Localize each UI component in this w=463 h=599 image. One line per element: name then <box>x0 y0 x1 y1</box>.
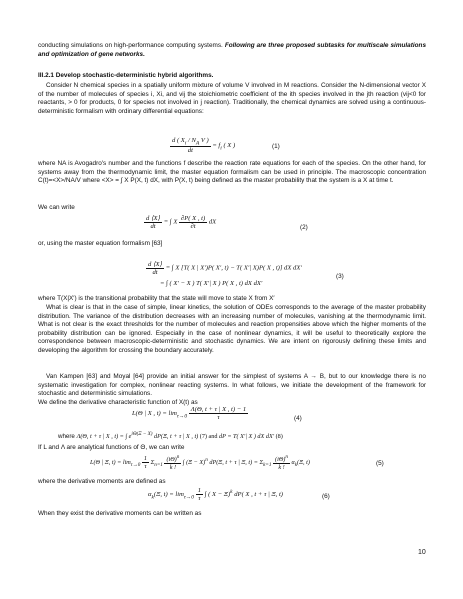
paragraph-5: where T(X|X′) is the transitional probability that the state will move to state X from X′ <box>38 295 275 302</box>
paragraph-12: When they exist the derivative moments can be written as <box>38 510 202 517</box>
section-heading: III.2.1 Develop stochastic-deterministic hybrid algorithms. <box>38 72 214 79</box>
equation-3-line-1: $\frac{d ⟨X⟩}{dt}$ = ∫ X [T( X | X′)P( X′, t) − T( X′| X)P( X , t)] dX dX′ <box>148 261 302 276</box>
paragraph-7: Van Kampen [63] and Moyal [64] provide an initial answer for the simplest of systems A → B, but to our knowledge there is no systematic investigation for complex, nonlinear reacting systems. In what follows, we initiate the development of the framework for stochastic and deterministic simulations. <box>38 373 426 398</box>
page-number: 10 <box>418 549 426 556</box>
equation-4: L(Θ | X , $t) = \lim_{\tau\to 0}$ $\frac{\Lambda(\Theta, t + \tau | X , t) - 1}{\tau}$ <box>132 406 247 421</box>
equation-2: $\frac{d ⟨X⟩}{dt}$ = ∫ X $\frac{\partial P( X , t)}{\partial t}$ dX <box>146 214 217 230</box>
equation-6: $\alpha_k(\Xi$, $t) = \lim_{\tau\to 0}$ $\frac{1}{\tau}$ ∫ ( X − Ξ)$^k$ dP( X , t + τ | Ξ, t) <box>148 487 283 502</box>
paragraph-1: Consider N chemical species in a spatially uniform mixture of volume V involved in M reactions. Consider the N-dimensional vector X of the number of molecules of species i, Xi, and vij the stoichiometric coefficient of the ith species involved in the jth reaction (vij<0 for reactants, > 0 for products, 0 for species not involved in j reaction). Traditionally, the chemical dynamics are solved using a continuous-deterministic formalism with ordinary differential equations: <box>38 82 426 115</box>
paragraph-8: We define the derivative characteristic function of X(t) as <box>38 399 198 406</box>
paragraph-11: where the derivative moments are defined as <box>38 478 166 485</box>
equation-4-number: (4) <box>294 415 302 422</box>
paragraph-6: What is clear is that in the case of simple, linear kinetics, the solution of ODEs corresponds to the average of the master probability distribution. The variance of the distribution decreases with an increasing number of molecules, vanishing at the thermodynamic limit. What is not clear is the exact thresholds for the number of molecules and reaction propensities above which the higher moments of the probability distribution can be ignored. Especially in the case of nonlinear dynamics, it will be useful to theoretically explore the correspondence between macroscopic-deterministic and stochastic dynamics. We are intent on rigorously defining these limits and developing the algorithm for crossing the boundary accurately. <box>38 304 426 354</box>
equation-5: L(Θ | Ξ, $t) = \lim_{\tau\to 0}$ $\frac{1}{\tau}$ $\Sigma_{n=1}$ $\frac{(i\Theta)^n}{k !}$ ∫ $(\Xi - X)^n$ dP(Ξ, t + τ | Ξ, $t) = \Sigma_{k=1}$ $\frac{(i\Theta)^n}{k !}$ $\alpha_k(\Xi$, t) <box>90 454 310 472</box>
paragraph-10: If L and Λ are analytical functions of Θ, we can write <box>38 444 185 451</box>
paragraph-4: or, using the master equation formalism [63] <box>38 240 163 247</box>
equation-6-number: (6) <box>322 493 330 500</box>
equation-2-number: (2) <box>300 224 308 231</box>
equation-1: $\frac{d ( X_i / N_A V )}{dt}$ = $f_i$ ( X ) <box>172 137 236 155</box>
intro-text: conducting simulations on high-performance computing systems. <box>38 42 225 49</box>
equation-3-line-2: = ∫ ( X′ − X ) T( X′| X ) P( X , t) dX dX′ <box>160 280 263 287</box>
intro-bold-text: Following are three proposed subtasks for multiscale simulations and optimization of gene networks. <box>38 42 427 58</box>
equation-1-number: (1) <box>272 143 280 150</box>
paragraph-2: where NA is Avogadro's number and the functions f describe the reaction rate equations for each of the species. On the other hand, for systems away from the thermodynamic limit, the master equation formalism can be used in principle. The macroscopic concentration C(t)=<X>/NA/V where <X> = ∫ X P(X, t) dX, with P(X, t) being defined as the master probability that the system is a X at time t. <box>38 160 426 185</box>
equation-5-number: (5) <box>376 460 384 467</box>
intro-paragraph <box>38 42 426 59</box>
equation-3-number: (3) <box>336 273 344 280</box>
equation-7-8: where Λ(Θ, t + τ | X , t) = ∫ $e^{i\Theta(\Xi - X)}$ dP(Ξ, t + τ | X , t) (7) and dP = T( X′| X ) dX dX′ (8) <box>58 431 283 441</box>
paragraph-3: We can write <box>38 204 75 211</box>
